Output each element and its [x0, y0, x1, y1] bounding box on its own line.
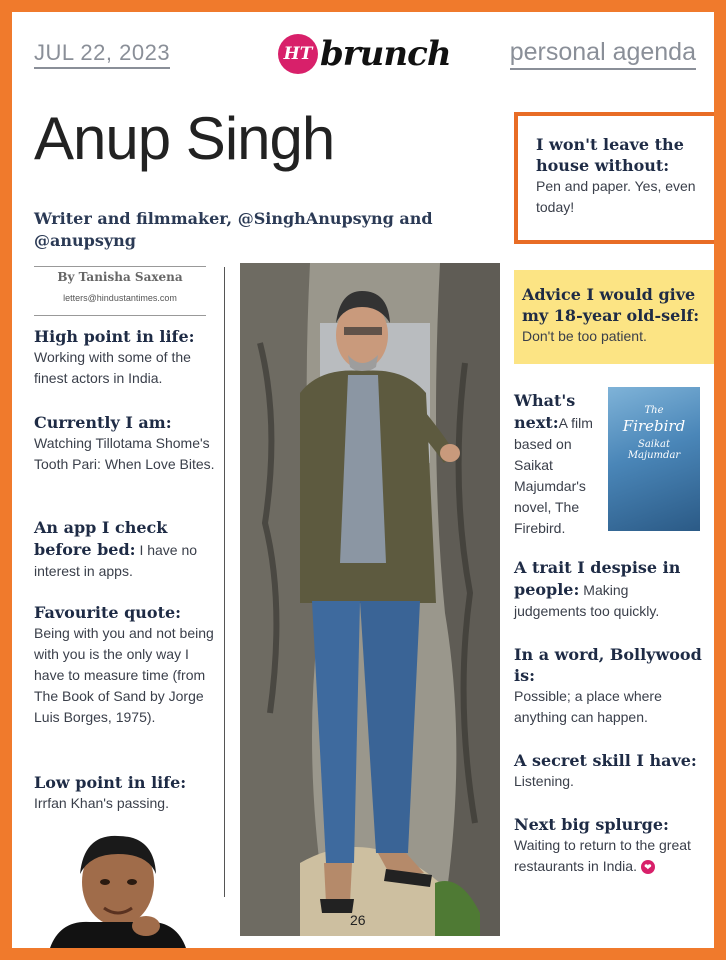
answer: I have no interest in apps. [34, 542, 198, 579]
qa-app-body [34, 517, 219, 582]
qa-high-point [34, 326, 219, 389]
answer-row [514, 835, 704, 877]
byline-author: By Tanisha Saxena [57, 270, 183, 284]
qa-low-point [34, 772, 219, 814]
page-number: 26 [350, 912, 366, 928]
answer: Being with you and not being with you is the only way I have to measure time (from The Book of Sand by Jorge Luis Borges, 1975). [34, 625, 214, 725]
question: Currently I am: [34, 413, 172, 432]
answer: Pen and paper. Yes, even today! [536, 178, 696, 215]
book-author-last: Majumdar [627, 450, 681, 461]
qa-app [34, 517, 219, 582]
column-divider [224, 267, 225, 897]
answer: Making judgements too quickly. [514, 582, 660, 619]
answer: Waiting to return to the great restaurants in India. [514, 837, 691, 874]
brunch-logo [278, 34, 451, 74]
qa-whats-next [514, 390, 606, 539]
book-title-the: The [644, 405, 664, 416]
qa-trait [514, 557, 704, 622]
qa-trait-body [514, 557, 704, 622]
question: Next big splurge: [514, 815, 669, 834]
book-author-first: Saikat [637, 439, 671, 450]
question: An app I check before bed: [34, 518, 168, 559]
brunch-end-icon: ❤ [641, 860, 655, 874]
book-title: Firebird [622, 417, 686, 435]
ht-logo-badge: HT [278, 34, 318, 74]
anup-singh-photo [240, 263, 500, 936]
section-title: personal agenda [509, 38, 696, 66]
answer: Listening. [514, 773, 574, 789]
answer: Working with some of the finest actors in India. [34, 349, 191, 386]
profile-name: Anup Singh [34, 105, 335, 172]
box-advice [514, 270, 714, 364]
box-wont-leave-without [514, 112, 714, 244]
qa-secret-skill [514, 750, 704, 792]
answer: Watching Tillotama Shome's Tooth Pari: When Love Bites. [34, 435, 215, 472]
question: Favourite quote: [34, 603, 182, 622]
answer: A film based on Saikat Majumdar's novel, The Firebird. [514, 415, 593, 536]
question: High point in life: [34, 327, 195, 346]
qa-bollywood [514, 644, 704, 728]
brunch-wordmark: brunch [320, 34, 451, 74]
issue-date: JUL 22, 2023 [34, 40, 171, 65]
byline [34, 266, 206, 303]
magazine-page [12, 12, 714, 948]
byline-divider [34, 315, 206, 316]
profile-subtitle: Writer and filmmaker, @SinghAnupsyng and @anupsyng [34, 209, 433, 250]
firebird-book-cover [608, 387, 700, 531]
answer: Irrfan Khan's passing. [34, 795, 169, 811]
qa-currently [34, 412, 219, 475]
question: In a word, Bollywood is: [514, 645, 702, 685]
question: What's next: [514, 391, 576, 432]
answer: Possible; a place where anything can happen. [514, 688, 662, 725]
question: Advice I would give my 18-year old-self: [522, 285, 700, 325]
question: I won't leave the house without: [536, 135, 684, 175]
answer: Don't be too patient. [522, 328, 647, 344]
qa-whats-next-body [514, 390, 606, 539]
qa-splurge [514, 814, 704, 877]
byline-email: letters@hindustantimes.com [63, 293, 177, 303]
qa-quote [34, 602, 219, 728]
question: Low point in life: [34, 773, 187, 792]
question: A secret skill I have: [514, 751, 697, 770]
question: A trait I despise in people: [514, 558, 681, 599]
irrfan-khan-photo [50, 824, 186, 948]
